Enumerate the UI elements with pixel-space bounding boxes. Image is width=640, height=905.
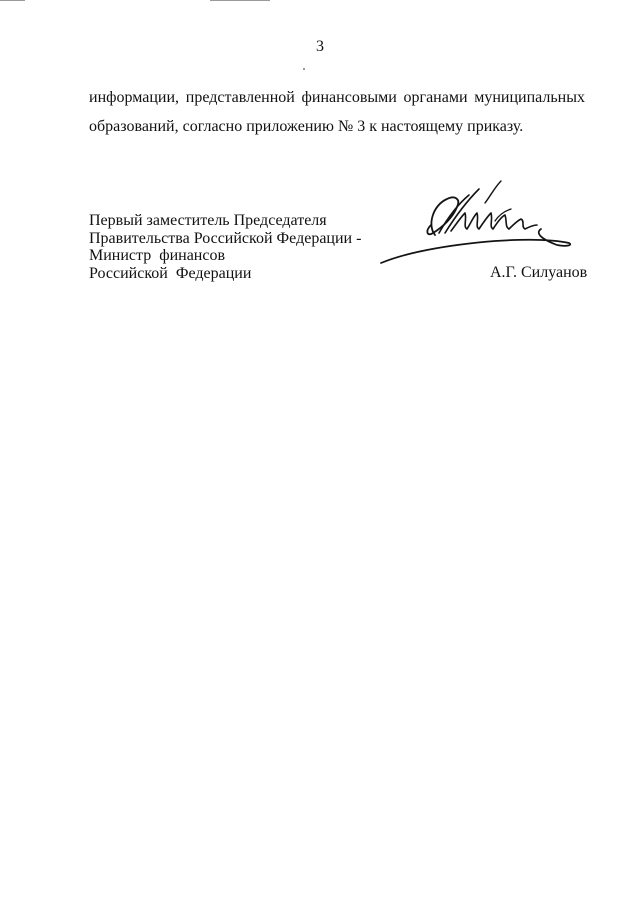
signer-title-line: Первый заместитель Председателя <box>89 212 327 229</box>
scan-speck <box>303 68 305 70</box>
handwritten-signature <box>375 175 580 270</box>
signer-name: А.Г. Силуанов <box>490 264 588 281</box>
signer-title-block <box>89 212 361 282</box>
paragraph-line-2: образований, согласно приложению № 3 к настоящему приказу. <box>89 118 524 135</box>
paragraph-line-1: информации, представленной финансовыми органами муниципальных <box>89 89 585 106</box>
signer-title-line: Российской Федерации <box>89 264 252 282</box>
page-number: 3 <box>316 38 324 55</box>
signer-title-line: Министр финансов <box>89 247 226 264</box>
scan-edge-mark <box>0 0 25 1</box>
scan-edge-mark <box>210 0 270 1</box>
signer-title-line: Правительства Российской Федерации - <box>89 229 362 247</box>
